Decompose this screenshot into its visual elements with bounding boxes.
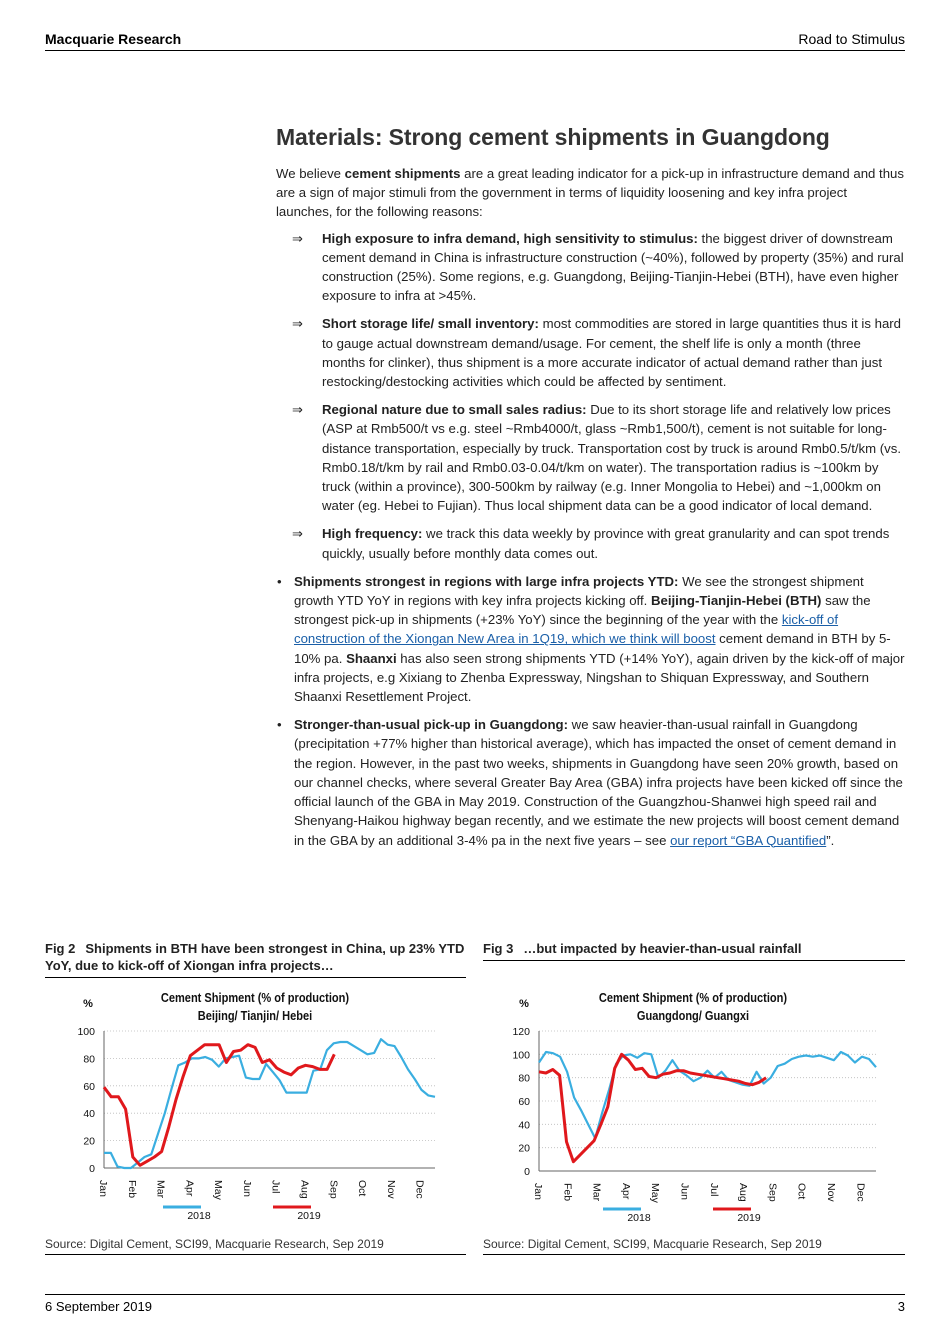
page-number: 3 [897, 1299, 905, 1314]
bullet-bold-shaanxi: Shaanxi [346, 650, 397, 666]
x-tick-label: Nov [825, 1183, 838, 1202]
legend-label: 2019 [737, 1212, 761, 1224]
x-tick-label: Apr [619, 1183, 632, 1200]
legend-label: 2018 [187, 1210, 211, 1222]
reason-text: Due to its short storage life and relatively low prices (ASP at Rmb500/t vs e.g. steel ~Rmb4000/t, glass ~Rmb1,500/t), cement is not suitable for long-distance transportation, especially by truck. Transportation cost by truck is around Rmb0.5/t/km (vs. Rmb0.18/t/km by rail and Rmb0.03-0.04/t/km on water). The transportation radius is ~100km by truck (within a province), 300-500km by railway (e.g. Inner Mongolia to Hebei) and ~1,000km on water (eg. Hebei to Fujian). Thus local shipment data can be a good indicator of local demand. [322, 402, 902, 514]
arrow-icon: ⇒ [292, 316, 304, 332]
figure-caption-text: …but impacted by heavier-than-usual rainfall [523, 941, 802, 956]
bullet-guangdong [276, 715, 906, 849]
reason-text: most commodities are stored in large quantities thus it is hard to gauge actual downstream demand/usage. For cement, the shelf life is only a month (three months for clinker), thus shipment is a more accurate indicator of actual demand rather than just restocking/destocking activities which could be affected by sentiment. [322, 316, 902, 390]
y-tick-label: 40 [518, 1119, 530, 1132]
x-tick-label: Jul [707, 1183, 720, 1197]
intro-text: We believe [276, 166, 345, 181]
bullet-heading: Shipments strongest in regions with large infra projects YTD: [294, 573, 679, 589]
reason-item [276, 314, 906, 391]
header-divider [45, 50, 905, 51]
intro-paragraph [276, 164, 906, 222]
intro-bold: cement shipments [344, 166, 461, 181]
y-tick-label: 100 [77, 1026, 95, 1038]
bullet-text: we saw heavier-than-usual rainfall in Guangdong (precipitation +77% higher than historical average), which has impacted the onset of cement demand in the region. However, in the past two weeks, shipments in Guangdong have seen 20% growth, based on our channel checks, where several Greater Bay Area (GBA) infra projects have been kicked off since the official launch of the GBA in May 2019. Construction of the Guangzhou-Shanwei high speed rail and Shenyang-Haikou highway began recently, and we estimate the new projects will boost cement demand in the GBA by an additional 3-4% pa in the next five years – see [294, 717, 903, 848]
bullet-heading: Stronger-than-usual pick-up in Guangdong: [294, 717, 568, 733]
y-tick-label: 100 [512, 1049, 530, 1062]
bullet-text: ”. [826, 832, 835, 848]
y-tick-label: 60 [518, 1096, 530, 1108]
gba-report-link[interactable]: our report “GBA Quantified [670, 832, 827, 848]
x-tick-label: Jul [269, 1180, 282, 1194]
chart-title: Cement Shipment (% of production) [598, 990, 788, 1006]
x-tick-label: Mar [590, 1183, 603, 1202]
x-tick-label: May [649, 1183, 662, 1203]
reason-text: the biggest driver of downstream cement demand in China is infrastructure construction (~40%), followed by property (35%) and rural construction (25%). Some regions, e.g. Guangdong, Beijing-Tianjin-Hebei (BTH), have even higher exposure to infra at >45%. [322, 230, 904, 304]
y-tick-label: 0 [89, 1163, 95, 1175]
figure-rule [483, 960, 905, 961]
figure-caption-text: Shipments in BTH have been strongest in China, up 23% YTD YoY, due to kick-off of Xiongan infra projects… [45, 941, 465, 973]
bullet-text: saw the strongest pick-up in shipments (+23% YoY) since the beginning of the year with the [294, 593, 871, 628]
chart-guangdong [483, 980, 905, 1235]
y-axis-label: % [83, 998, 93, 1010]
footer-divider [45, 1294, 905, 1295]
x-tick-label: Oct [356, 1180, 369, 1197]
x-tick-label: Feb [125, 1180, 138, 1199]
figure-number: Fig 3 [483, 941, 514, 956]
x-tick-label: Jun [240, 1180, 253, 1197]
x-tick-label: Apr [183, 1180, 196, 1197]
xiongan-link[interactable]: kick-off of construction of the Xiongan New Area in 1Q19, which we think will boost [294, 612, 839, 647]
figure-bottom-rule [483, 1254, 905, 1255]
y-tick-label: 0 [524, 1166, 530, 1178]
x-tick-label: Nov [384, 1180, 397, 1199]
figure-rule [45, 977, 466, 978]
arrow-icon: ⇒ [292, 230, 304, 246]
reason-item [276, 229, 906, 306]
figure-caption [45, 940, 466, 974]
arrow-icon: ⇒ [292, 526, 304, 542]
reason-heading: Regional nature due to small sales radius: [322, 402, 587, 418]
x-tick-label: Jan [97, 1180, 109, 1197]
reason-item [276, 524, 906, 562]
x-tick-label: Dec [854, 1183, 867, 1202]
reason-heading: Short storage life/ small inventory: [322, 316, 539, 332]
figure-source: Source: Digital Cement, SCI99, Macquarie Research, Sep 2019 [45, 1237, 384, 1251]
footer-date: 6 September 2019 [45, 1299, 152, 1314]
legend-label: 2018 [627, 1212, 651, 1224]
bullet-icon: • [277, 717, 282, 733]
y-tick-label: 80 [518, 1072, 530, 1085]
figure-caption [483, 940, 905, 957]
series-line-2018 [539, 1052, 876, 1138]
x-tick-label: Dec [413, 1180, 426, 1199]
series-line-2019 [104, 1045, 334, 1166]
y-tick-label: 60 [83, 1080, 95, 1093]
bullet-text: We see the strongest shipment growth YTD YoY in regions with key infra projects kicking off. [294, 573, 864, 609]
chart-subtitle: Beijing/ Tianjin/ Hebei [197, 1008, 313, 1024]
bullet-icon: • [277, 573, 282, 589]
figure-3 [483, 940, 905, 1260]
chart-title: Cement Shipment (% of production) [160, 990, 350, 1006]
figure-2 [45, 940, 466, 1260]
reason-text: we track this data weekly by province with great granularity and can spot trends quickly, usually before monthly data comes out. [322, 526, 890, 561]
bullet-infra-projects [276, 572, 906, 706]
y-tick-label: 20 [83, 1135, 95, 1148]
y-tick-label: 80 [83, 1053, 95, 1066]
y-tick-label: 120 [512, 1026, 530, 1038]
main-section [276, 124, 906, 859]
reasons-list [276, 229, 906, 563]
x-tick-label: Jun [678, 1183, 691, 1200]
x-tick-label: Sep [766, 1183, 779, 1202]
bullet-text: has also seen strong shipments YTD (+14% YoY), again driven by the kick-off of major infra projects, e.g Xixiang to Zhenba Expressway, Ningshan to Shiquan Expressway, and Southern Shaanxi Resettlement Project. [294, 650, 905, 705]
chart-subtitle: Guangdong/ Guangxi [636, 1008, 750, 1024]
x-tick-label: Aug [737, 1183, 750, 1202]
x-tick-label: May [212, 1180, 225, 1200]
y-tick-label: 40 [83, 1108, 95, 1121]
series-line-2019 [539, 1054, 766, 1161]
x-tick-label: Aug [298, 1180, 311, 1199]
figure-bottom-rule [45, 1254, 466, 1255]
intro-text-rest: are a great leading indicator for a pick-up in infrastructure demand and thus are a sign of major stimuli from the government in terms of liquidity loosening and key infra project launches, for the following reasons: [276, 166, 904, 220]
x-tick-label: Sep [327, 1180, 340, 1199]
report-title: Road to Stimulus [798, 31, 905, 47]
reason-heading: High exposure to infra demand, high sensitivity to stimulus: [322, 230, 698, 246]
x-tick-label: Jan [532, 1183, 544, 1200]
bullet-text: cement demand in BTH by 5-10% pa. [294, 631, 891, 666]
reason-item [276, 400, 906, 515]
figure-source: Source: Digital Cement, SCI99, Macquarie Research, Sep 2019 [483, 1237, 822, 1251]
y-axis-label: % [519, 998, 529, 1010]
figure-number: Fig 2 [45, 941, 76, 956]
x-tick-label: Oct [795, 1183, 808, 1200]
legend-label: 2019 [297, 1210, 321, 1222]
arrow-icon: ⇒ [292, 402, 304, 418]
reason-heading: High frequency: [322, 526, 423, 542]
x-tick-label: Feb [561, 1183, 574, 1202]
bullet-bold-bth: Beijing-Tianjin-Hebei (BTH) [650, 593, 822, 609]
chart-bth [45, 980, 466, 1235]
y-tick-label: 20 [518, 1142, 530, 1155]
section-heading: Materials: Strong cement shipments in Guangdong [276, 124, 830, 150]
x-tick-label: Mar [154, 1180, 167, 1199]
report-brand: Macquarie Research [45, 31, 182, 47]
